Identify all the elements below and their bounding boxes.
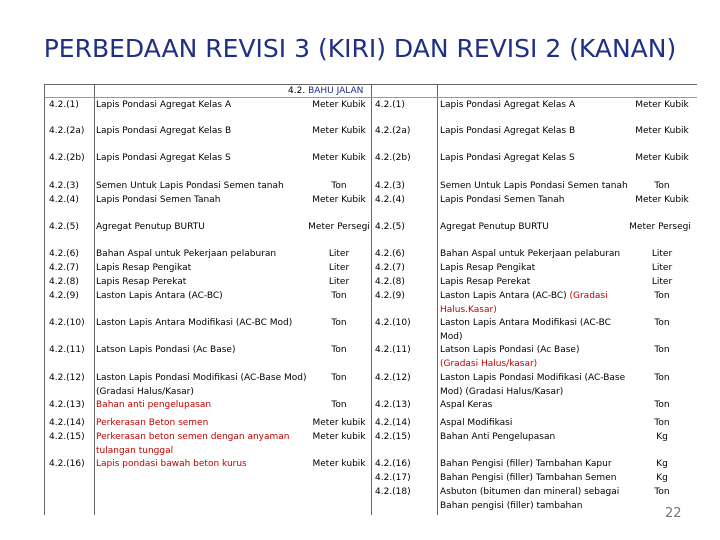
row-divider <box>45 97 697 98</box>
left-unit: Meter Kubik <box>312 195 366 205</box>
left-unit: Ton <box>331 318 347 328</box>
column-divider <box>371 85 372 515</box>
right-description: Aspal Modifikasi <box>440 418 513 428</box>
left-description: Lapis Resap Perekat <box>96 277 187 287</box>
right-code: 4.2.(17) <box>375 473 411 483</box>
right-code: 4.2.(4) <box>375 195 405 205</box>
right-description: Asbuton (bitumen dan mineral) sebagai Bahan pengisi (filler) tambahan <box>440 487 620 511</box>
right-unit: Meter Kubik <box>635 195 689 205</box>
right-red-note: (Gradasi Halus.Kasar) <box>440 291 608 315</box>
right-description: Semen Untuk Lapis Pondasi Semen tanah <box>440 181 628 191</box>
right-code: 4.2.(14) <box>375 418 411 428</box>
left-code: 4.2.(8) <box>49 277 79 287</box>
left-code: 4.2.(4) <box>49 195 79 205</box>
left-unit: Ton <box>331 345 347 355</box>
right-description-with-note <box>440 344 620 371</box>
right-code: 4.2.(9) <box>375 291 405 301</box>
left-code: 4.2.(16) <box>49 459 85 469</box>
left-code: 4.2.(1) <box>49 100 79 110</box>
left-description: Laston Lapis Antara (AC-BC) <box>96 291 223 301</box>
right-unit: Kg <box>656 432 668 442</box>
right-description: Agregat Penutup BURTU <box>440 222 549 232</box>
right-description: Lapis Pondasi Semen Tanah <box>440 195 565 205</box>
left-description: Lapis Pondasi Agregat Kelas S <box>96 153 231 163</box>
left-description: Lapis Resap Pengikat <box>96 263 192 273</box>
left-code: 4.2.(14) <box>49 418 85 428</box>
right-description: Lapis Pondasi Agregat Kelas S <box>440 153 575 163</box>
left-unit: Meter Kubik <box>312 153 366 163</box>
right-code: 4.2.(3) <box>375 181 405 191</box>
right-unit: Ton <box>654 318 670 328</box>
left-description: Semen Untuk Lapis Pondasi Semen tanah <box>96 181 284 191</box>
left-description: Bahan anti pengelupasan <box>96 400 212 410</box>
left-code: 4.2.(5) <box>49 222 79 232</box>
right-code: 4.2.(8) <box>375 277 405 287</box>
right-code: 4.2.(6) <box>375 249 405 259</box>
left-unit: Meter kubik <box>312 432 366 442</box>
right-description: Lapis Resap Pengikat <box>440 263 536 273</box>
left-code: 4.2.(7) <box>49 263 79 273</box>
right-description: Latson Lapis Pondasi (Ac Base) <box>440 345 580 355</box>
left-code: 4.2.(10) <box>49 318 85 328</box>
left-description: Lapis Pondasi Semen Tanah <box>96 195 221 205</box>
left-unit: Meter Persegi <box>308 222 370 232</box>
right-unit: Meter Kubik <box>635 153 689 163</box>
left-description: Perkerasan Beton semen <box>96 418 209 428</box>
left-description: Lapis Pondasi Agregat Kelas A <box>96 100 232 110</box>
right-unit: Ton <box>654 418 670 428</box>
right-description: Laston Lapis Pondasi Modifikasi (AC-Base Mod) (Gradasi Halus/Kasar) <box>440 373 626 397</box>
right-unit: Meter Persegi <box>629 222 691 232</box>
left-code: 4.2.(3) <box>49 181 79 191</box>
left-description: Laston Lapis Pondasi Modifikasi (AC-Base Mod) (Gradasi Halus/Kasar) <box>96 373 307 397</box>
right-unit: Ton <box>654 345 670 355</box>
left-code: 4.2.(6) <box>49 249 79 259</box>
right-unit: Liter <box>651 263 673 273</box>
right-unit: Ton <box>654 400 670 410</box>
right-unit: Meter Kubik <box>635 100 689 110</box>
right-code: 4.2.(18) <box>375 487 411 497</box>
left-unit: Meter kubik <box>312 418 366 428</box>
right-unit: Ton <box>654 373 670 383</box>
right-code: 4.2.(15) <box>375 432 411 442</box>
section-heading-code: 4.2. <box>288 86 306 96</box>
column-divider <box>437 85 438 515</box>
right-code: 4.2.(11) <box>375 345 411 355</box>
right-code: 4.2.(5) <box>375 222 405 232</box>
right-unit: Kg <box>656 473 668 483</box>
right-description: Bahan Pengisi (filler) Tambahan Semen <box>440 473 617 483</box>
right-description-with-note <box>440 290 620 317</box>
page-number: 22 <box>665 506 682 521</box>
left-description: Lapis Pondasi Agregat Kelas B <box>96 126 232 136</box>
left-description: Perkerasan beton semen dengan anyaman tulangan tunggal <box>96 432 290 456</box>
left-code: 4.2.(2a) <box>49 126 85 136</box>
left-description: Laston Lapis Antara Modifikasi (AC-BC Mod) <box>96 318 293 328</box>
left-code: 4.2.(9) <box>49 291 79 301</box>
right-unit: Liter <box>651 249 673 259</box>
left-code: 4.2.(2b) <box>49 153 85 163</box>
right-code: 4.2.(10) <box>375 318 411 328</box>
left-unit: Ton <box>331 291 347 301</box>
left-description: Agregat Penutup BURTU <box>96 222 205 232</box>
right-unit: Kg <box>656 459 668 469</box>
right-description: Bahan Aspal untuk Pekerjaan pelaburan <box>440 249 621 259</box>
right-description: Bahan Anti Pengelupasan <box>440 432 556 442</box>
left-unit: Meter Kubik <box>312 126 366 136</box>
left-unit: Meter kubik <box>312 459 366 469</box>
right-description: Laston Lapis Antara (AC-BC) <box>440 291 567 301</box>
right-code: 4.2.(16) <box>375 459 411 469</box>
left-description: Latson Lapis Pondasi (Ac Base) <box>96 345 236 355</box>
right-description: Bahan Pengisi (filler) Tambahan Kapur <box>440 459 612 469</box>
comparison-table <box>44 84 697 515</box>
right-unit: Ton <box>654 181 670 191</box>
left-description: Lapis pondasi bawah beton kurus <box>96 459 247 469</box>
left-unit: Liter <box>328 277 350 287</box>
right-description: Lapis Pondasi Agregat Kelas B <box>440 126 576 136</box>
left-code: 4.2.(11) <box>49 345 85 355</box>
left-unit: Ton <box>331 400 347 410</box>
left-unit: Liter <box>328 263 350 273</box>
right-unit: Meter Kubik <box>635 126 689 136</box>
section-heading <box>288 86 363 96</box>
right-description: Lapis Pondasi Agregat Kelas A <box>440 100 576 110</box>
right-code: 4.2.(7) <box>375 263 405 273</box>
left-unit: Liter <box>328 249 350 259</box>
left-unit: Ton <box>331 373 347 383</box>
right-description: Lapis Resap Perekat <box>440 277 531 287</box>
right-unit: Ton <box>654 291 670 301</box>
left-code: 4.2.(15) <box>49 432 85 442</box>
section-heading-label: BAHU JALAN <box>308 86 364 96</box>
right-description: Aspal Keras <box>440 400 493 410</box>
left-unit: Ton <box>331 181 347 191</box>
left-unit: Meter Kubik <box>312 100 366 110</box>
right-code: 4.2.(1) <box>375 100 405 110</box>
page-title: PERBEDAAN REVISI 3 (KIRI) DAN REVISI 2 (KANAN) <box>43 34 677 63</box>
right-description: Laston Lapis Antara Modifikasi (AC-BC Mod) <box>440 318 611 342</box>
left-description: Bahan Aspal untuk Pekerjaan pelaburan <box>96 249 277 259</box>
right-code: 4.2.(13) <box>375 400 411 410</box>
right-code: 4.2.(2b) <box>375 153 411 163</box>
right-red-note: (Gradasi Halus/kasar) <box>440 358 538 369</box>
right-unit: Ton <box>654 487 670 497</box>
left-code: 4.2.(13) <box>49 400 85 410</box>
right-unit: Liter <box>651 277 673 287</box>
right-code: 4.2.(12) <box>375 373 411 383</box>
column-divider <box>94 85 95 515</box>
left-code: 4.2.(12) <box>49 373 85 383</box>
right-code: 4.2.(2a) <box>375 126 411 136</box>
